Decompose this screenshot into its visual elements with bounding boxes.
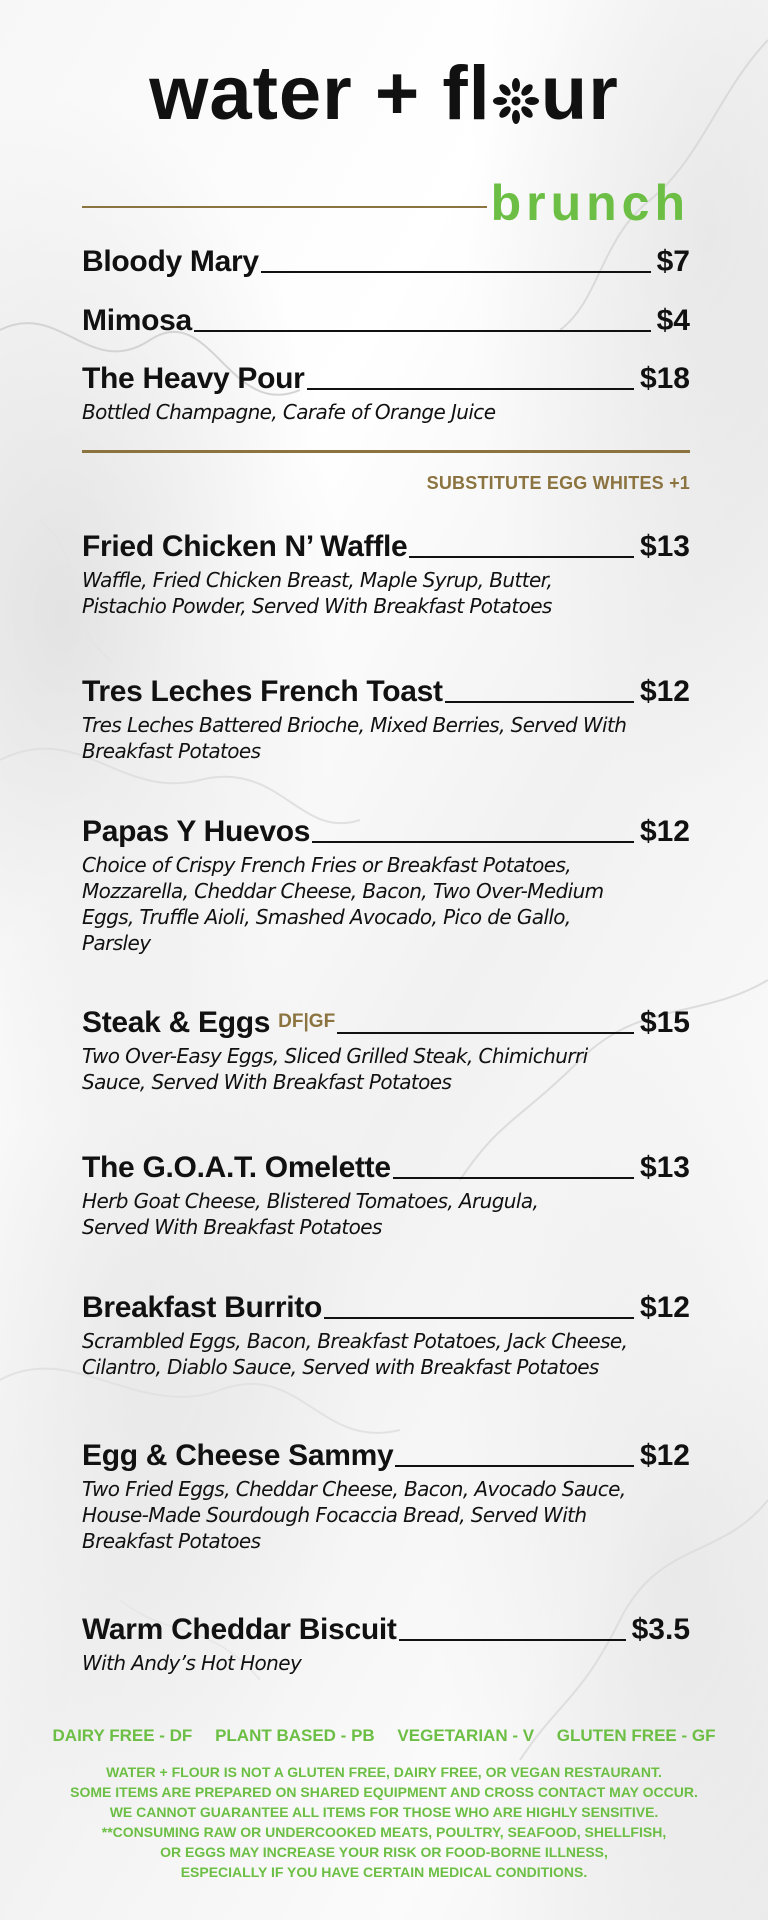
dietary-tags: DF|GF <box>278 1011 336 1032</box>
item-price: $12 <box>639 1439 690 1472</box>
item-price: $3.5 <box>631 1613 690 1646</box>
description-line: Two Fried Eggs, Cheddar Cheese, Bacon, Avocado Sauce, <box>82 1477 626 1501</box>
section-title: brunch <box>490 175 690 231</box>
description-line: Choice of Crispy French Fries or Breakfast Potatoes, <box>82 853 572 877</box>
daisy-icon <box>493 78 539 124</box>
item-price: $13 <box>639 1151 690 1184</box>
item-description <box>82 1650 690 1676</box>
item-name: Bloody Mary <box>82 245 259 278</box>
disclaimer-line: **CONSUMING RAW OR UNDERCOOKED MEATS, POULTRY, SEAFOOD, SHELLFISH, <box>101 1824 667 1840</box>
restaurant-logo <box>0 51 768 136</box>
description-line: Waffle, Fried Chicken Breast, Maple Syrup, Butter, <box>82 568 553 592</box>
item-name: Egg & Cheese Sammy <box>82 1439 394 1472</box>
logo-text-right: ur <box>540 51 619 136</box>
item-price: $13 <box>639 530 690 563</box>
description-line: Served With Breakfast Potatoes <box>82 1215 382 1239</box>
legend-gluten-free: GLUTEN FREE - GF <box>556 1726 716 1745</box>
item-name: Breakfast Burrito <box>82 1291 322 1324</box>
description-line: Scrambled Eggs, Bacon, Breakfast Potatoes, Jack Cheese, <box>82 1329 628 1353</box>
item-price: $12 <box>639 815 690 848</box>
description-line: Breakfast Potatoes <box>82 739 261 763</box>
item-name: Tres Leches French Toast <box>82 675 443 708</box>
legend-plant-based: PLANT BASED - PB <box>215 1726 375 1745</box>
item-description <box>82 1476 690 1554</box>
section-rule <box>82 206 487 208</box>
description-line: Mozzarella, Cheddar Cheese, Bacon, Two Over-Medium <box>82 879 604 903</box>
item-name: The Heavy Pour <box>82 362 305 395</box>
leader-line <box>445 701 634 703</box>
description-line: Sauce, Served With Breakfast Potatoes <box>82 1070 452 1094</box>
logo-text-left: water + fl <box>149 51 491 136</box>
section-divider <box>82 450 690 453</box>
description-line: House-Made Sourdough Focaccia Bread, Served With <box>82 1503 587 1527</box>
disclaimer-line: OR EGGS MAY INCREASE YOUR RISK OR FOOD-BORNE ILLNESS, <box>160 1844 608 1860</box>
leader-line <box>307 388 634 390</box>
description-line: Parsley <box>82 931 151 955</box>
item-description <box>82 712 690 764</box>
disclaimer-line: SOME ITEMS ARE PREPARED ON SHARED EQUIPMENT AND CROSS CONTACT MAY OCCUR. <box>70 1784 698 1800</box>
item-price: $12 <box>639 1291 690 1324</box>
description-line: Breakfast Potatoes <box>82 1529 261 1553</box>
description-line: Eggs, Truffle Aioli, Smashed Avocado, Pico de Gallo, <box>82 905 571 929</box>
substitute-note: SUBSTITUTE EGG WHITES +1 <box>426 473 690 493</box>
item-name: Steak & Eggs <box>82 1006 271 1039</box>
menu-item-papas-y-huevos <box>82 815 690 956</box>
leader-line <box>395 1465 634 1467</box>
item-price: $4 <box>656 304 690 337</box>
item-price: $18 <box>639 362 690 395</box>
section-header <box>82 175 692 232</box>
menu-item-bloody-mary <box>82 245 690 278</box>
menu-item-mimosa <box>82 304 690 337</box>
menu-item-egg-cheese-sammy <box>82 1439 690 1554</box>
item-price: $7 <box>656 245 690 278</box>
description-line: Cilantro, Diablo Sauce, Served with Breakfast Potatoes <box>82 1355 599 1379</box>
disclaimer-line: WE CANNOT GUARANTEE ALL ITEMS FOR THOSE WHO ARE HIGHLY SENSITIVE. <box>109 1804 659 1820</box>
leader-line <box>312 841 634 843</box>
legend-dairy-free: DAIRY FREE - DF <box>52 1726 193 1745</box>
item-description: Bottled Champagne, Carafe of Orange Juice <box>82 400 496 424</box>
disclaimer-line: WATER + FLOUR IS NOT A GLUTEN FREE, DAIRY FREE, OR VEGAN RESTAURANT. <box>106 1764 662 1780</box>
item-name: Fried Chicken N’ Waffle <box>82 530 408 563</box>
item-name: The G.O.A.T. Omelette <box>82 1151 391 1184</box>
item-name: Warm Cheddar Biscuit <box>82 1613 397 1646</box>
leader-line <box>194 330 651 332</box>
menu-item-goat-omelette <box>82 1151 690 1240</box>
leader-line <box>393 1177 634 1179</box>
description-line: With Andy’s Hot Honey <box>82 1651 302 1675</box>
leader-line <box>324 1317 634 1319</box>
menu-item-tres-leches-french-toast <box>82 675 690 764</box>
item-description <box>82 567 690 619</box>
menu-item-heavy-pour <box>82 362 690 425</box>
item-description <box>82 852 690 956</box>
description-line: Two Over-Easy Eggs, Sliced Grilled Steak, Chimichurri <box>82 1044 588 1068</box>
leader-line <box>409 556 634 558</box>
item-description <box>82 1328 690 1380</box>
allergen-disclaimer <box>0 1762 768 1882</box>
item-description <box>82 1043 690 1095</box>
disclaimer-line: ESPECIALLY IF YOU HAVE CERTAIN MEDICAL CONDITIONS. <box>180 1864 588 1880</box>
item-price: $12 <box>639 675 690 708</box>
menu-item-warm-cheddar-biscuit <box>82 1613 690 1676</box>
description-line: Herb Goat Cheese, Blistered Tomatoes, Arugula, <box>82 1189 539 1213</box>
menu-item-fried-chicken-waffle <box>82 530 690 619</box>
item-name: Mimosa <box>82 304 192 337</box>
dietary-legend <box>0 1726 768 1746</box>
menu-item-breakfast-burrito <box>82 1291 690 1380</box>
leader-line <box>337 1032 634 1034</box>
item-price: $15 <box>639 1006 690 1039</box>
leader-line <box>399 1639 626 1641</box>
item-description <box>82 1188 690 1240</box>
leader-line <box>261 271 651 273</box>
description-line: Pistachio Powder, Served With Breakfast Potatoes <box>82 594 552 618</box>
legend-vegetarian: VEGETARIAN - V <box>397 1726 535 1745</box>
description-line: Tres Leches Battered Brioche, Mixed Berries, Served With <box>82 713 627 737</box>
item-name: Papas Y Huevos <box>82 815 311 848</box>
menu-item-steak-and-eggs <box>82 1006 690 1095</box>
